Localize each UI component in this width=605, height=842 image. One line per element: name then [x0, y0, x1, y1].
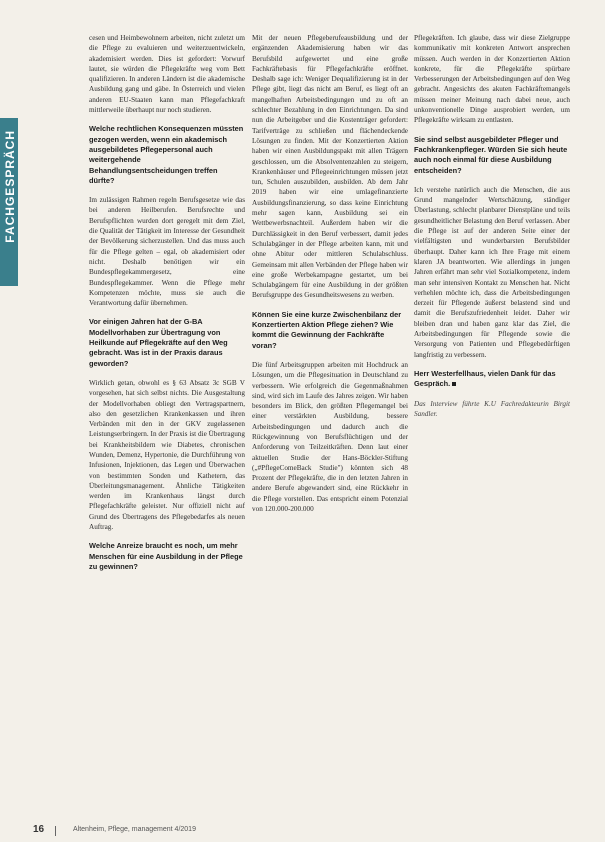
body-paragraph: Mit der neuen Pflegeberufeausbildung und der ergänzenden Akademisierung haben wir das Berufsbild aufgewertet und eine große Fachkräftebasis für Pflegefachkräfte eröffnet. Deshalb sage ich: Weniger Dequalifizierung ist in der Pflege gibt, liegt das nicht am Beruf, es liegt oft an mangelhaften Arbeitsbedingungen und zu oft an schlechter Bezahlung in den Einrichtungen. Da sind nun die Arbeitgeber und die Kostenträger gefordert: Tarifverträge zu schließen und flächendeckende Lösungen zu finden. Mit der Konzertierten Aktion haben wir einen Ausbildungspakt mit allen Trägern geschlossen, um die Absolventenzahlen zu steigern, Krankenhäuser und Pflegeeinrichtungen müssen jetzt tun, Schulen auszubilden, ausbilden. Ab dem Jahr 2019 haben wir eine umlagefinanzierte Ausbildungsfinanzierung, so dass keine Einrichtung mehr sagen kann, Ausbildung sei ein Wettbewerbsnachteil. Außerdem haben wir die Durchlässigkeit in den Beruf verbessert, damit jedes Schulabgänger in der Pflege arbeiten kann, mit und ohne Abitur oder mittleren Schulabschluss. Gemeinsam mit allen Verbänden der Pflege haben wir eine große Werbekampagne gestartet, um bei Schulabgängern für eine Ausbildung in der größten Berufsgruppe des Gesundheitswesens zu werben.: [252, 34, 408, 300]
closing-remark: [414, 369, 570, 390]
body-paragraph: Im zulässigen Rahmen regeln Berufsgesetze wie das bei anderen Heilberufen. Berufsrechte und Berufspflichten wurden dort geregelt mit dem Ziel, die Qualität der Tätigkeit im Interesse der Gesundheit der Bevölkerung sicherzustellen. Und das muss auch für die Pflege gelten – egal, ob akademisiert oder nicht. Deshalb benötigen wir ein Bundespflegekammergesetz, eine Bundespflegekammer. Wenn die Pflege mehr Kompetenzen möchte, muss sie auch die Verantwortung dafür übernehmen.: [89, 196, 245, 308]
end-of-article-mark: [452, 382, 456, 386]
body-paragraph: Die fünf Arbeitsgruppen arbeiten mit Hochdruck an Lösungen, um die Pflegesituation in Deutschland zu verbessern. Wie erfolgreich die Gegenmaßnahmen sind, wird sich im Laufe des Jahres zeigen. Wir haben besonders im Blick, den größten Pflegemangel bei einer verstärkten Ausbildung, bessere Arbeitsbedingungen und dadurch auch die Rückgewinnung von Berufsflüchtigen und der Anforderung von Teilzeitkräften. Denn laut einer aktuellen Studie der Hans-Böckler-Stiftung („#PflegeComeBack Studie") könnten sich 48 Prozent der Pflegekräfte, die in den letzten Jahren in andere Berufe abgewandert sind, eine Rückkehr in die Pflege vorstellen. Das entspricht einem Potenzial von 120.000-200.000: [252, 360, 408, 514]
interview-question: Welche rechtlichen Konsequenzen müssten gezogen werden, wenn ein akademisch ausgebildetes Pflegepersonal auch weitergehende Behandlungsentscheidungen treffen dürfte?: [89, 124, 244, 185]
page-footer: [33, 826, 593, 838]
text-column-3: [414, 33, 570, 815]
body-paragraph: Ich verstehe natürlich auch die Menschen, die aus Grund mangelnder Wertschätzung, ständiger Überlastung, schlecht planbarer Dienstpläne und teils gesundheitlicher Belastung den Beruf verlassen. Aber die Pflege ist auf der anderen Seite einer der vielfältigsten und wunderbarsten Berufsbilder überhaupt. Daher kann ich Ihre Frage mit einem klaren JA beantworten. Wie allerdings in jungen Jahren erfährt man sehr viel Sozialkompetenz, indem man sehr intensiven Kontakt zu Menschen hat. Nicht verhehlen möchte ich, dass die Arbeitsbedingungen derzeit für Pflegende äußerst belastend sind und damit die Berufszufriedenheit leidet. Daher wir bleiben dran und haben ganz klar das Ziel, die Arbeitsbedingungen für Pflegende sowie die Versorgung von Patienten und Pflegebedürftigen langfristig zu verbessern.: [414, 185, 570, 359]
body-paragraph: Wirklich getan, obwohl es § 63 Absatz 3c SGB V vorgesehen, hat sich selbst nichts. Die Ausgestaltung der Modellvorhaben obliegt den Vertragspartnern, also den gesetzlichen Krankenkassen und ihren Verbänden mit den in der GKV zugelassenen Leistungserbringern. In der Praxis ist die Übertragung bei Krankheitsbildern wie Diabetes, chronischen Wunden, Demenz, Hypertonie, die Durchführung von Infusionen, Injektionen, das Legen und Überwachen von bestimmten Sonden und Kathetern, das Überleitungsmanagement. Ähnliche Tätigkeiten werden im Krankenhaus längst durch Pflegefachkräfte geleistet. Nur offiziell nicht auf Grund des Übertragens des Pflegebedarfes als neuen Auftrag.: [89, 378, 245, 532]
interview-credit: Das Interview führte K.U Fachredakteurin Birgit Sandler.: [414, 399, 570, 418]
footer-divider: [55, 826, 56, 836]
text-column-2: [252, 33, 408, 815]
closing-remark-text: Herr Westerfellhaus, vielen Dank für das Gespräch.: [414, 368, 556, 389]
page-number: 16: [33, 824, 45, 835]
interview-question: Sie sind selbst ausgebildeter Pfleger und Fachkrankenpfleger. Würden Sie sich heute auch noch einmal für diese Ausbildung entscheiden?: [414, 134, 568, 175]
interview-question: Können Sie eine kurze Zwischenbilanz der Konzertierten Aktion Pflege ziehen? Wie kommt die Gewinnung der Fachkräfte voran?: [252, 309, 402, 350]
section-tab-label: FACHGESPRÄCH: [3, 130, 17, 243]
body-paragraph: Pflegekräften. Ich glaube, dass wir diese Zielgruppe kommunikativ mit konkreten Antwort ansprechen müssen. Auch werden in der Konzertierten Aktion konkrete, für die Pflegekräfte spürbare Verbesserungen der Arbeitsbedingungen auf den Weg gebracht. Angesichts des akuten Fachkräftemangels müssen meiner Meinung nach dabei neue, auch unkonventionelle Dinge ausprobiert werden, um Pflegekräfte wirksam zu entlasten.: [414, 34, 570, 125]
interview-question: Welche Anreize braucht es noch, um mehr Menschen für eine Ausbildung in der Pflege zu gewinnen?: [89, 541, 243, 571]
interview-question: Vor einigen Jahren hat der G-BA Modellvorhaben zur Übertragung von Heilkunde auf Pflegekräfte auf den Weg gebracht. Was ist in der Praxis daraus geworden?: [89, 317, 228, 368]
body-paragraph: cesen und Heimbewohnern arbeiten, nicht zuletzt um die Pflege zu evaluieren und weiterzuentwickeln, akademisiert werden. Dies ist gefordert: Vorwurf lautet, sie würden die Pflegekräfte weg vom Bett qualifizieren. In anderen Ländern ist die akademische Ausbildung gang und gäbe. In Österreich und vielen anderen EU-Staaten kann man Pflegefachkraft mittlerweile überhaupt nur noch studieren.: [89, 34, 245, 115]
publication-name: Altenheim, Pflege, management 4/2019: [73, 826, 196, 833]
text-column-1: [89, 33, 245, 815]
